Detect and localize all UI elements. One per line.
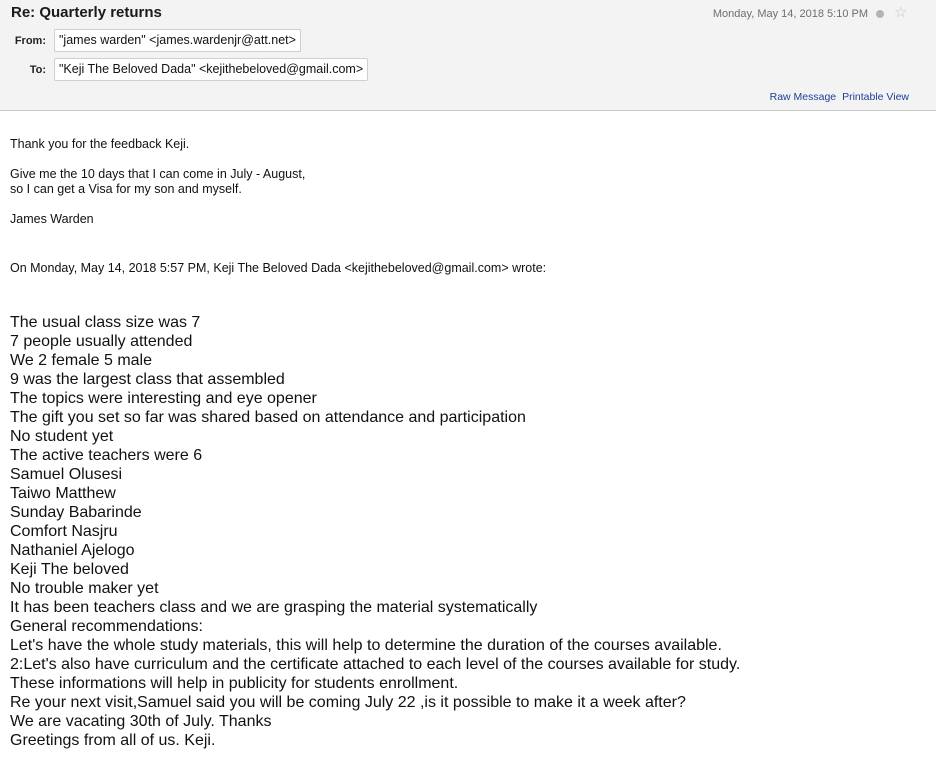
to-field[interactable]: "Keji The Beloved Dada" <kejithebeloved@gmail.com> [54, 58, 368, 81]
quoted-line: We are vacating 30th of July. Thanks [10, 713, 272, 730]
quoted-message [10, 313, 740, 750]
quoted-line: 7 people usually attended [10, 333, 193, 350]
quoted-line: No trouble maker yet [10, 580, 159, 597]
reply-line: Give me the 10 days that I can come in July - August, [10, 167, 306, 181]
quoted-line: Greetings from all of us. Keji. [10, 732, 216, 749]
star-icon[interactable]: ☆ [894, 3, 908, 21]
quoted-line: 2:Let's also have curriculum and the certificate attached to each level of the courses available for study. [10, 656, 741, 673]
quoted-line: Samuel Olusesi [10, 466, 123, 483]
message-header [0, 0, 936, 111]
quoted-line: Keji The beloved [10, 561, 129, 578]
quoted-line: General recommendations: [10, 618, 203, 635]
quoted-line: No student yet [10, 428, 114, 445]
quoted-line: 9 was the largest class that assembled [10, 371, 285, 388]
printable-view-link[interactable]: Printable View [842, 91, 909, 103]
from-field[interactable]: "james warden" <james.wardenjr@att.net> [54, 29, 301, 52]
quoted-line: Nathaniel Ajelogo [10, 542, 135, 559]
quoted-line: It has been teachers class and we are grasping the material systematically [10, 599, 538, 616]
quote-header: On Monday, May 14, 2018 5:57 PM, Keji The Beloved Dada <kejithebeloved@gmail.com> wrote: [10, 261, 547, 275]
quoted-line: Comfort Nasjru [10, 523, 118, 540]
quoted-line: Sunday Babarinde [10, 504, 142, 521]
from-label: From: [14, 35, 46, 47]
quoted-line: These informations will help in publicity for students enrollment. [10, 675, 459, 692]
to-label: To: [29, 64, 46, 76]
quoted-line: Taiwo Matthew [10, 485, 116, 502]
raw-message-link[interactable]: Raw Message [769, 91, 837, 103]
message-subject: Re: Quarterly returns [11, 4, 162, 21]
quoted-line: The topics were interesting and eye opener [10, 390, 317, 407]
unread-dot-icon[interactable] [876, 10, 884, 18]
quoted-line: We 2 female 5 male [10, 352, 152, 369]
quoted-line: Let's have the whole study materials, this will help to determine the duration of the courses available. [10, 637, 722, 654]
message-links [767, 91, 909, 103]
reply-signature: James Warden [10, 212, 94, 226]
reply-line: Thank you for the feedback Keji. [10, 137, 190, 151]
reply-body [10, 137, 546, 276]
quoted-line: The usual class size was 7 [10, 314, 201, 331]
message-date: Monday, May 14, 2018 5:10 PM [712, 8, 868, 20]
reply-line: so I can get a Visa for my son and myself. [10, 182, 242, 196]
quoted-line: Re your next visit,Samuel said you will be coming July 22 ,is it possible to make it a week after? [10, 694, 686, 711]
quoted-line: The gift you set so far was shared based on attendance and participation [10, 409, 526, 426]
quoted-line: The active teachers were 6 [10, 447, 203, 464]
